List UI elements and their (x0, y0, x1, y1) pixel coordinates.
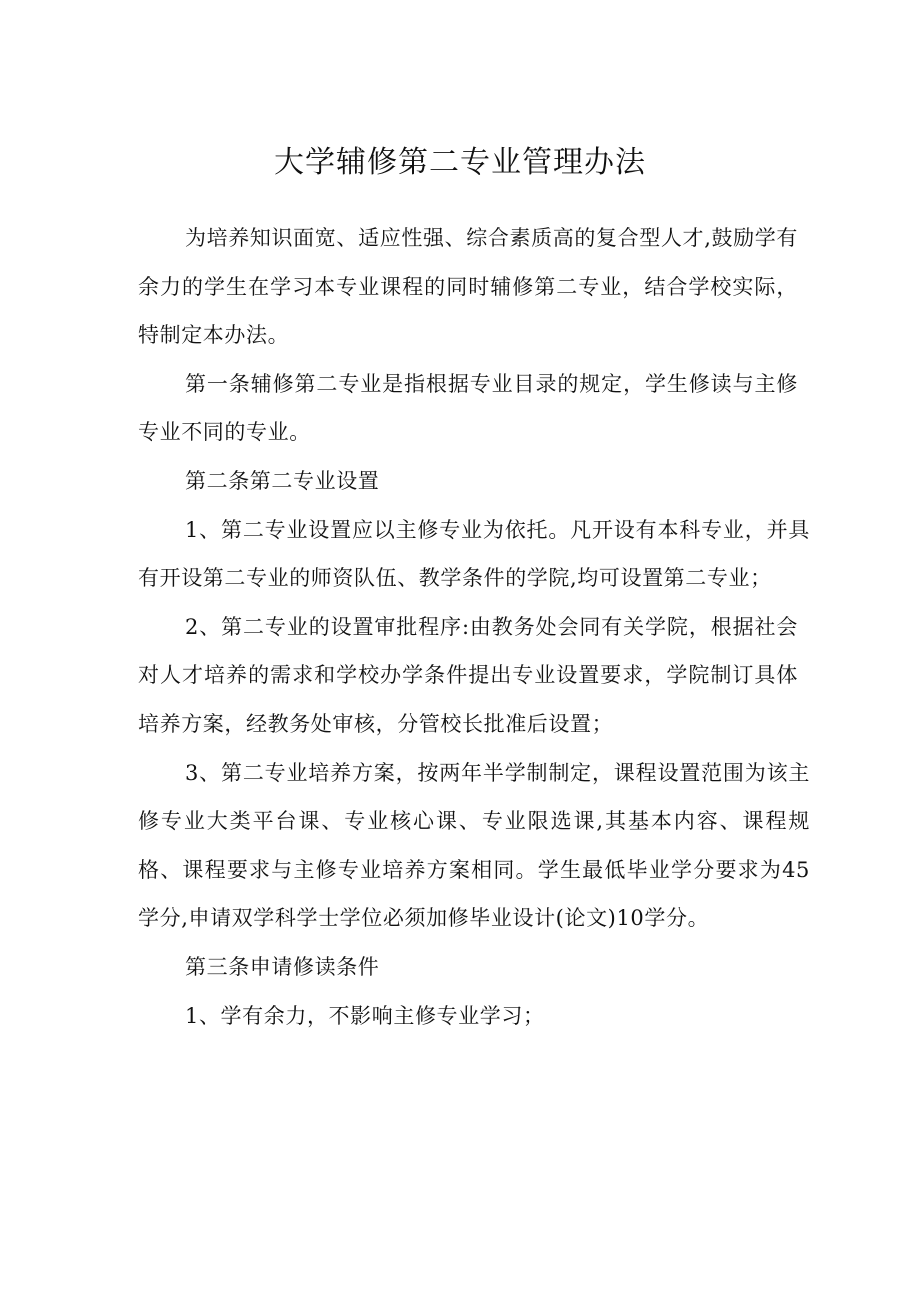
paragraph-intro: 为培养知识面宽、适应性强、综合素质高的复合型人才,鼓励学有余力的学生在学习本专业课程的同时辅修第二专业，结合学校实际，特制定本办法。 (138, 226, 798, 348)
paragraph-article-2-heading: 第二条第二专业设置 (185, 468, 380, 493)
paragraph-article-1: 第一条辅修第二专业是指根据专业目录的规定，学生修读与主修专业不同的专业。 (138, 371, 798, 445)
paragraph-article-2-item-3: 3、第二专业培养方案，按两年半学制制定，课程设置范围为该主修专业大类平台课、专业核心课、专业限选课,其基本内容、课程规格、课程要求与主修专业培养方案相同。学生最低毕业学分要求为45学分,申请双学科学士学位必须加修毕业设计(论文)10学分。 (138, 760, 810, 931)
document-body (138, 214, 810, 1040)
paragraph-article-3-item-1: 1、学有余力，不影响主修专业学习； (185, 1003, 545, 1028)
paragraph-article-2-item-1: 1、第二专业设置应以主修专业为依托。凡开设有本科专业，并具有开设第二专业的师资队伍、教学条件的学院,均可设置第二专业； (138, 517, 810, 591)
paragraph-article-2-item-2: 2、第二专业的设置审批程序:由教务处会同有关学院，根据社会对人才培养的需求和学校办学条件提出专业设置要求，学院制订具体培养方案，经教务处审核，分管校长批准后设置； (138, 614, 798, 736)
paragraph-article-3-heading: 第三条申请修读条件 (185, 954, 380, 979)
document-title: 大学辅修第二专业管理办法 (274, 145, 646, 180)
